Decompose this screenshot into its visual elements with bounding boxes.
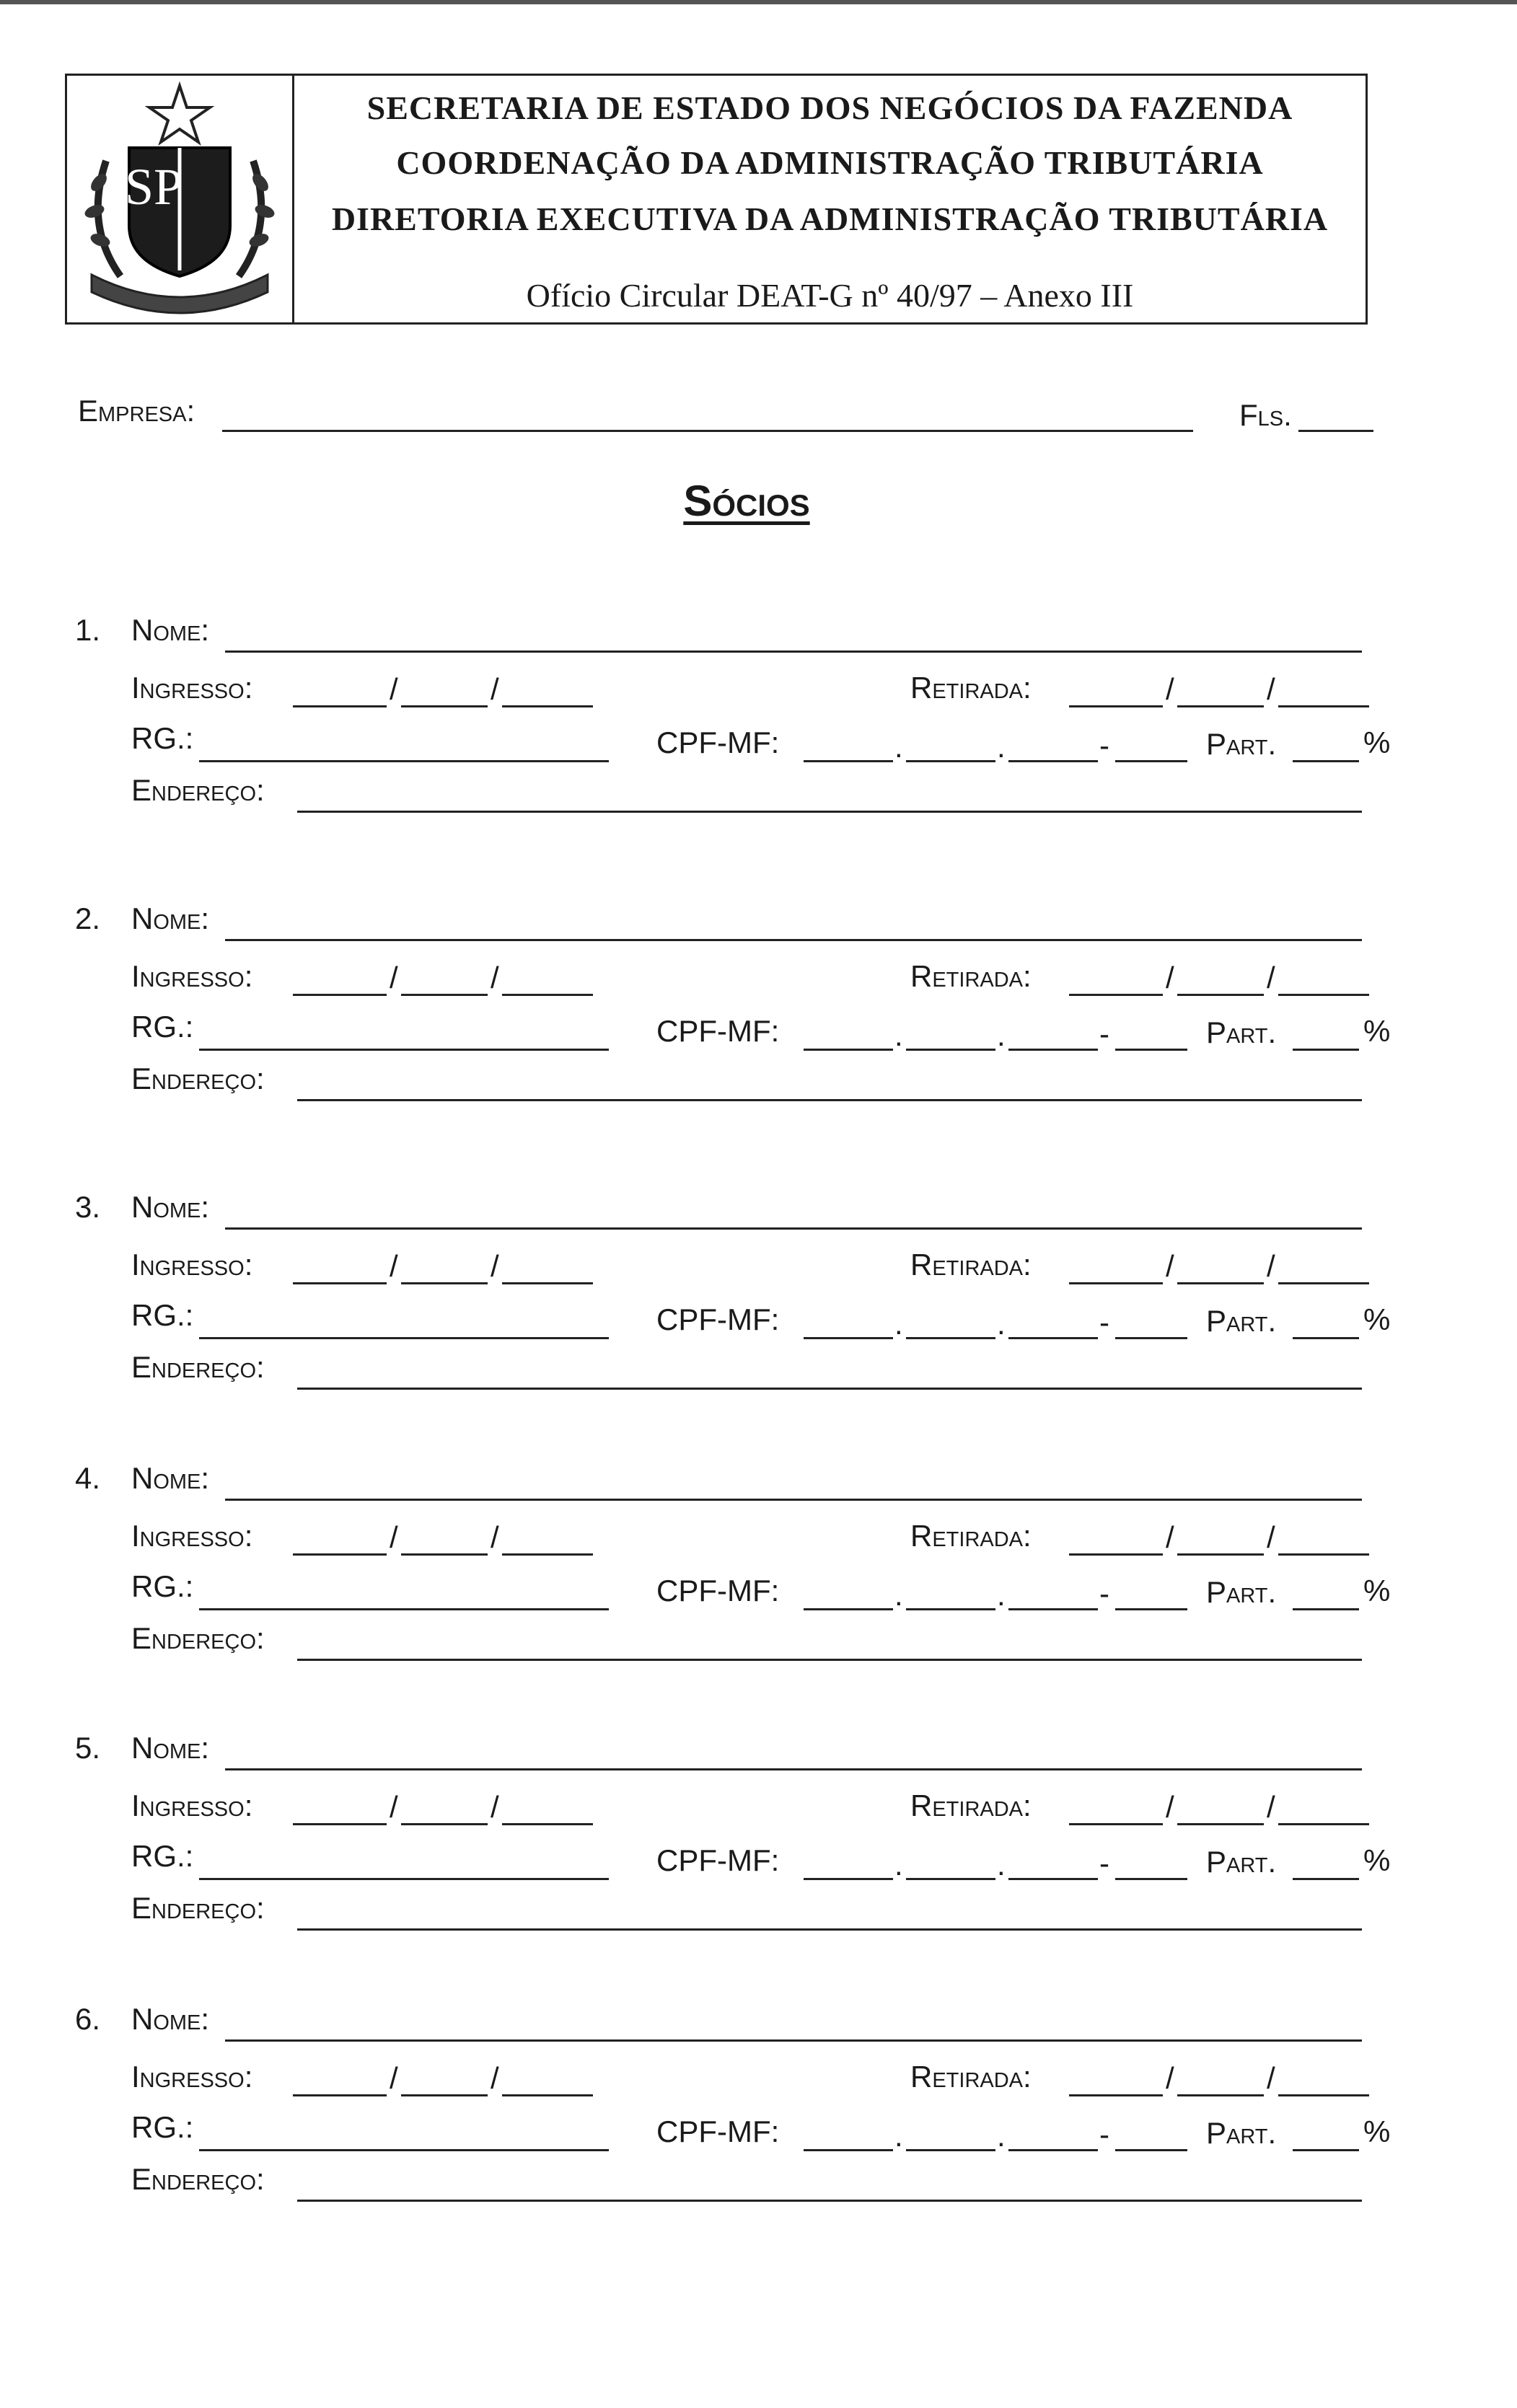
cpf-dot-2: . — [997, 2119, 1006, 2153]
retirada-sep-1: / — [1166, 672, 1174, 706]
partner-entry-3 — [0, 1190, 1517, 1435]
letterhead — [65, 74, 1368, 325]
cpf-part-3-field[interactable] — [1008, 1337, 1098, 1339]
entry-number: 6. — [75, 2002, 101, 2036]
ingresso-day-field[interactable] — [293, 994, 387, 996]
retirada-sep-2: / — [1267, 1520, 1275, 1554]
percent-sign: % — [1363, 726, 1391, 759]
ingresso-label: Ingresso: — [131, 671, 253, 705]
ingresso-label: Ingresso: — [131, 959, 253, 993]
ingresso-sep-1: / — [390, 961, 398, 994]
cpf-dash: - — [1099, 2117, 1109, 2151]
entry-number: 4. — [75, 1461, 101, 1495]
retirada-label: Retirada: — [910, 1789, 1032, 1822]
ingresso-day-field[interactable] — [293, 2094, 387, 2096]
ingresso-label: Ingresso: — [131, 2060, 253, 2094]
cpf-part-3-field[interactable] — [1008, 760, 1098, 762]
coordination-name: COORDENAÇÃO DA ADMINISTRAÇÃO TRIBUTÁRIA — [396, 144, 1264, 181]
cpf-part-3-field[interactable] — [1008, 1049, 1098, 1051]
retirada-month-field[interactable] — [1177, 1553, 1264, 1556]
nome-field[interactable] — [225, 939, 1362, 941]
part-label: Part. — [1206, 1015, 1277, 1049]
endereco-field[interactable] — [297, 811, 1362, 813]
endereco-label: Endereço: — [131, 2162, 265, 2196]
fls-label: Fls. — [1239, 398, 1292, 432]
rg-field[interactable] — [199, 1878, 609, 1880]
cpf-label: CPF-MF: — [656, 1014, 780, 1048]
part-percent-field[interactable] — [1293, 1049, 1359, 1051]
cpf-part-1-field[interactable] — [804, 1049, 893, 1051]
part-percent-field[interactable] — [1293, 1337, 1359, 1339]
part-label: Part. — [1206, 1845, 1277, 1879]
ingresso-month-field[interactable] — [401, 1282, 488, 1284]
retirada-sep-2: / — [1267, 1249, 1275, 1283]
scan-top-edge — [0, 0, 1517, 4]
ingresso-day-field[interactable] — [293, 1553, 387, 1556]
retirada-month-field[interactable] — [1177, 2094, 1264, 2096]
cpf-part-1-field[interactable] — [804, 1878, 893, 1880]
cpf-part-2-field[interactable] — [906, 760, 995, 762]
part-label: Part. — [1206, 2116, 1277, 2150]
cpf-dash: - — [1099, 728, 1109, 762]
cpf-dash: - — [1099, 1017, 1109, 1051]
ingresso-sep-2: / — [491, 672, 499, 706]
retirada-day-field[interactable] — [1069, 1823, 1163, 1825]
nome-field[interactable] — [225, 2039, 1362, 2042]
partner-entry-6 — [0, 2002, 1517, 2247]
nome-label: Nome: — [131, 613, 210, 647]
partner-entry-4 — [0, 1461, 1517, 1706]
cpf-part-2-field[interactable] — [906, 1608, 995, 1610]
retirada-year-field[interactable] — [1278, 705, 1369, 707]
endereco-label: Endereço: — [131, 1621, 265, 1655]
endereco-label: Endereço: — [131, 1891, 265, 1925]
retirada-day-field[interactable] — [1069, 994, 1163, 996]
ingresso-year-field[interactable] — [502, 705, 593, 707]
ingresso-month-field[interactable] — [401, 1823, 488, 1825]
cpf-dot-1: . — [894, 1307, 903, 1341]
partner-entry-5 — [0, 1731, 1517, 1976]
agency-name: SECRETARIA DE ESTADO DOS NEGÓCIOS DA FAZENDA — [366, 89, 1293, 126]
ingresso-label: Ingresso: — [131, 1789, 253, 1822]
retirada-day-field[interactable] — [1069, 1553, 1163, 1556]
retirada-sep-2: / — [1267, 672, 1275, 706]
cpf-dash: - — [1099, 1305, 1109, 1339]
cpf-digit-field[interactable] — [1115, 1608, 1187, 1610]
cpf-digit-field[interactable] — [1115, 1049, 1187, 1051]
retirada-year-field[interactable] — [1278, 1823, 1369, 1825]
retirada-year-field[interactable] — [1278, 1553, 1369, 1556]
cpf-part-3-field[interactable] — [1008, 2149, 1098, 2151]
entry-number: 2. — [75, 901, 101, 935]
circular-reference: Ofício Circular DEAT-G nº 40/97 – Anexo III — [526, 277, 1134, 314]
empresa-label: Empresa: — [78, 394, 195, 428]
retirada-day-field[interactable] — [1069, 705, 1163, 707]
percent-sign: % — [1363, 1302, 1391, 1336]
nome-label: Nome: — [131, 2002, 210, 2036]
endereco-label: Endereço: — [131, 1062, 265, 1095]
ingresso-day-field[interactable] — [293, 705, 387, 707]
percent-sign: % — [1363, 1014, 1391, 1048]
cpf-label: CPF-MF: — [656, 1843, 780, 1877]
retirada-sep-2: / — [1267, 1790, 1275, 1824]
percent-sign: % — [1363, 1574, 1391, 1607]
nome-label: Nome: — [131, 901, 210, 935]
ingresso-year-field[interactable] — [502, 994, 593, 996]
cpf-part-1-field[interactable] — [804, 2149, 893, 2151]
part-label: Part. — [1206, 727, 1277, 761]
retirada-sep-1: / — [1166, 1249, 1174, 1283]
ingresso-sep-1: / — [390, 1520, 398, 1554]
retirada-year-field[interactable] — [1278, 994, 1369, 996]
rg-field[interactable] — [199, 2149, 609, 2151]
retirada-label: Retirada: — [910, 1248, 1032, 1282]
cpf-part-2-field[interactable] — [906, 1049, 995, 1051]
retirada-year-field[interactable] — [1278, 1282, 1369, 1284]
part-label: Part. — [1206, 1304, 1277, 1338]
partner-entry-1 — [0, 613, 1517, 858]
part-percent-field[interactable] — [1293, 760, 1359, 762]
cpf-dash: - — [1099, 1846, 1109, 1880]
cpf-dot-1: . — [894, 1848, 903, 1882]
entry-number: 3. — [75, 1190, 101, 1224]
rg-field[interactable] — [199, 760, 609, 762]
cpf-dot-1: . — [894, 730, 903, 764]
part-percent-field[interactable] — [1293, 1878, 1359, 1880]
endereco-field[interactable] — [297, 1388, 1362, 1390]
ingresso-month-field[interactable] — [401, 2094, 488, 2096]
ingresso-sep-2: / — [491, 1249, 499, 1283]
fls-field[interactable] — [1298, 430, 1373, 432]
retirada-month-field[interactable] — [1177, 705, 1264, 707]
retirada-label: Retirada: — [910, 1519, 1032, 1553]
ingresso-label: Ingresso: — [131, 1248, 253, 1282]
emblem-monogram-s: SP — [124, 158, 183, 216]
cpf-part-1-field[interactable] — [804, 1608, 893, 1610]
cpf-label: CPF-MF: — [656, 1574, 780, 1607]
cpf-dash: - — [1099, 1576, 1109, 1610]
retirada-sep-1: / — [1166, 2061, 1174, 2095]
ingresso-month-field[interactable] — [401, 1553, 488, 1556]
rg-label: RG.: — [131, 1569, 194, 1603]
sao-paulo-coat-of-arms-icon — [77, 81, 282, 319]
percent-sign: % — [1363, 1843, 1391, 1877]
cpf-dot-1: . — [894, 1018, 903, 1052]
endereco-label: Endereço: — [131, 773, 265, 807]
cpf-part-1-field[interactable] — [804, 760, 893, 762]
cpf-part-1-field[interactable] — [804, 1337, 893, 1339]
ingresso-day-field[interactable] — [293, 1823, 387, 1825]
rg-field[interactable] — [199, 1049, 609, 1051]
retirada-label: Retirada: — [910, 671, 1032, 705]
empresa-field[interactable] — [222, 430, 1193, 432]
entry-number: 5. — [75, 1731, 101, 1765]
retirada-label: Retirada: — [910, 959, 1032, 993]
partner-entry-2 — [0, 901, 1517, 1147]
ingresso-sep-2: / — [491, 961, 499, 994]
nome-field[interactable] — [225, 650, 1362, 653]
cpf-label: CPF-MF: — [656, 726, 780, 759]
rg-label: RG.: — [131, 721, 194, 755]
retirada-label: Retirada: — [910, 2060, 1032, 2094]
ingresso-month-field[interactable] — [401, 705, 488, 707]
cpf-part-2-field[interactable] — [906, 2149, 995, 2151]
part-label: Part. — [1206, 1575, 1277, 1609]
endereco-field[interactable] — [297, 2200, 1362, 2202]
retirada-day-field[interactable] — [1069, 2094, 1163, 2096]
nome-field[interactable] — [225, 1227, 1362, 1230]
retirada-sep-1: / — [1166, 1520, 1174, 1554]
ingresso-sep-1: / — [390, 1249, 398, 1283]
ingresso-sep-2: / — [491, 1520, 499, 1554]
retirada-sep-1: / — [1166, 1790, 1174, 1824]
cpf-dot-1: . — [894, 1578, 903, 1612]
cpf-digit-field[interactable] — [1115, 1337, 1187, 1339]
ingresso-sep-2: / — [491, 1790, 499, 1824]
retirada-year-field[interactable] — [1278, 2094, 1369, 2096]
retirada-sep-2: / — [1267, 961, 1275, 994]
ingresso-label: Ingresso: — [131, 1519, 253, 1553]
ingresso-sep-2: / — [491, 2061, 499, 2095]
endereco-field[interactable] — [297, 1659, 1362, 1661]
part-percent-field[interactable] — [1293, 1608, 1359, 1610]
cpf-dot-2: . — [997, 1018, 1006, 1052]
rg-label: RG.: — [131, 2110, 194, 2144]
cpf-dot-2: . — [997, 1307, 1006, 1341]
ingresso-sep-1: / — [390, 672, 398, 706]
nome-label: Nome: — [131, 1190, 210, 1224]
ingresso-year-field[interactable] — [502, 1282, 593, 1284]
cpf-part-3-field[interactable] — [1008, 1608, 1098, 1610]
part-percent-field[interactable] — [1293, 2149, 1359, 2151]
rg-field[interactable] — [199, 1608, 609, 1610]
letterhead-text — [294, 76, 1366, 322]
endereco-field[interactable] — [297, 1928, 1362, 1931]
nome-field[interactable] — [225, 1499, 1362, 1501]
ingresso-sep-1: / — [390, 1790, 398, 1824]
rg-label: RG.: — [131, 1839, 194, 1873]
cpf-label: CPF-MF: — [656, 1302, 780, 1336]
retirada-sep-1: / — [1166, 961, 1174, 994]
ingresso-year-field[interactable] — [502, 1553, 593, 1556]
cpf-part-2-field[interactable] — [906, 1878, 995, 1880]
endereco-label: Endereço: — [131, 1350, 265, 1384]
ingresso-sep-1: / — [390, 2061, 398, 2095]
rg-label: RG.: — [131, 1298, 194, 1332]
ingresso-day-field[interactable] — [293, 1282, 387, 1284]
endereco-field[interactable] — [297, 1099, 1362, 1101]
rg-field[interactable] — [199, 1337, 609, 1339]
entry-number: 1. — [75, 613, 101, 647]
cpf-label: CPF-MF: — [656, 2114, 780, 2148]
ingresso-year-field[interactable] — [502, 2094, 593, 2096]
rg-label: RG.: — [131, 1010, 194, 1044]
cpf-part-2-field[interactable] — [906, 1337, 995, 1339]
retirada-month-field[interactable] — [1177, 1282, 1264, 1284]
percent-sign: % — [1363, 2114, 1391, 2148]
cpf-dot-2: . — [997, 730, 1006, 764]
cpf-dot-2: . — [997, 1578, 1006, 1612]
retirada-sep-2: / — [1267, 2061, 1275, 2095]
nome-label: Nome: — [131, 1461, 210, 1495]
ingresso-month-field[interactable] — [401, 994, 488, 996]
cpf-digit-field[interactable] — [1115, 2149, 1187, 2151]
cpf-digit-field[interactable] — [1115, 760, 1187, 762]
retirada-month-field[interactable] — [1177, 1823, 1264, 1825]
retirada-month-field[interactable] — [1177, 994, 1264, 996]
page-title: Sócios — [683, 477, 810, 525]
cpf-dot-1: . — [894, 2119, 903, 2153]
nome-label: Nome: — [131, 1731, 210, 1765]
nome-field[interactable] — [225, 1768, 1362, 1770]
directorate-name: DIRETORIA EXECUTIVA DA ADMINISTRAÇÃO TRIBUTÁRIA — [331, 200, 1329, 237]
cpf-dot-2: . — [997, 1848, 1006, 1882]
cpf-part-3-field[interactable] — [1008, 1878, 1098, 1880]
retirada-day-field[interactable] — [1069, 1282, 1163, 1284]
cpf-digit-field[interactable] — [1115, 1878, 1187, 1880]
emblem-cell — [67, 76, 294, 322]
ingresso-year-field[interactable] — [502, 1823, 593, 1825]
